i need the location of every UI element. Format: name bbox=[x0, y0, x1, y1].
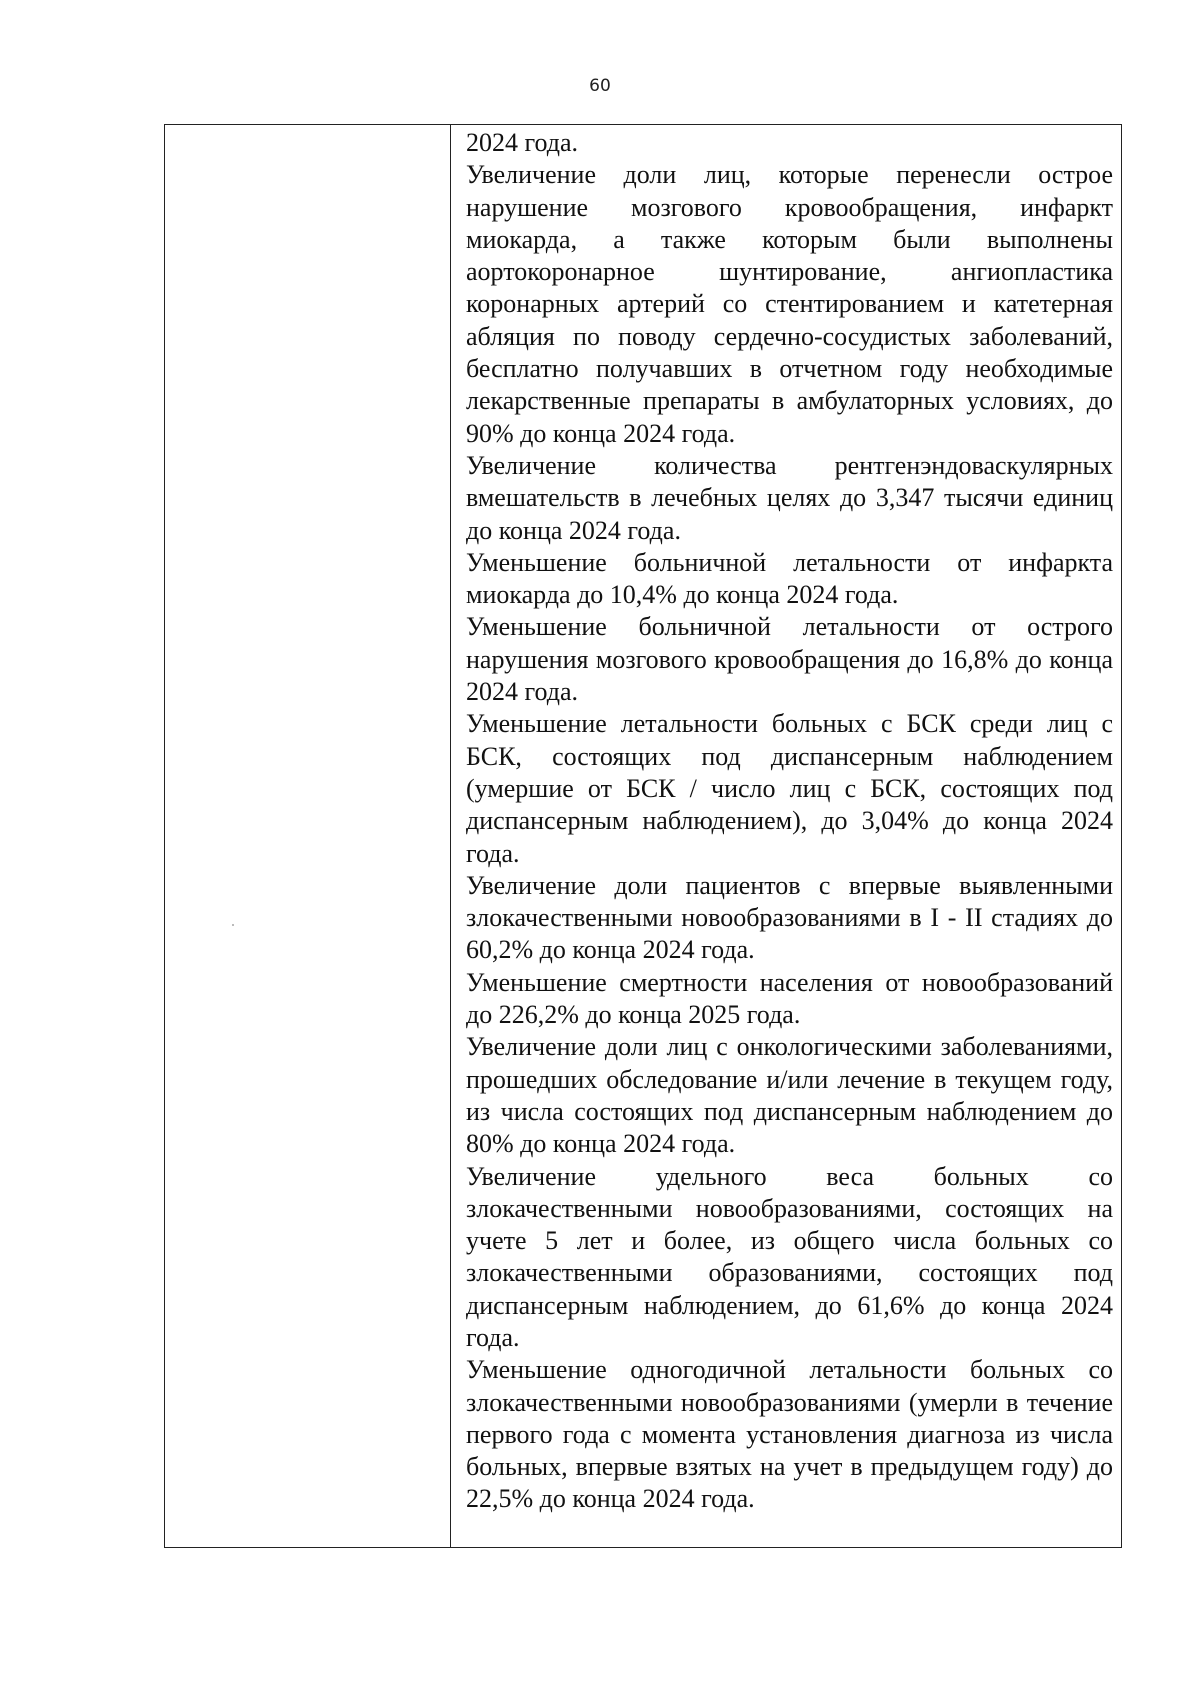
paragraph-neoplasm-mortality: Уменьшение смертности населения от новообразований до 226,2% до конца 2025 года. bbox=[466, 967, 1113, 1030]
paragraph-infarction-mortality: Уменьшение больничной летальности от инфаркта миокарда до 10,4% до конца 2024 года. bbox=[466, 547, 1113, 610]
page-number: 60 bbox=[589, 76, 611, 96]
paragraph-medication-share: Увеличение доли лиц, которые перенесли острое нарушение мозгового кровообращения, инфаркт миокарда, а также которым были выполнены аортокоронарное шунтирование, ангиопластика коронарных артерий со стентированием и катетерная абляция по поводу сердечно-сосудистых заболеваний, бесплатно получавших в отчетном году необходимые лекарственные препараты в амбулаторных условиях, до 90% до конца 2024 года. bbox=[466, 160, 1113, 448]
paragraph-continuation: 2024 года. bbox=[466, 128, 579, 157]
paragraph-one-year-mortality: Уменьшение одногодичной летальности больных со злокачественными новообразованиями (умерли в течение первого года с момента установления диагноза из числа больных, впервые взятых на учет в предыдущем году) до 22,5% до конца 2024 года. bbox=[466, 1355, 1113, 1514]
paragraph-endovascular-interventions: Увеличение количества рентгенэндоваскулярных вмешательств в лечебных целях до 3,347 тысячи единиц до конца 2024 года. bbox=[466, 450, 1113, 545]
paragraph-five-year-survival: Увеличение удельного веса больных со злокачественными новообразованиями, состоящих на учете 5 лет и более, из общего числа больных со злокачественными образованиями, состоящих под диспансерным наблюдением, до 61,6% до конца 2024 года. bbox=[466, 1161, 1113, 1352]
table-cell-left bbox=[165, 125, 451, 1547]
paragraph-stroke-mortality: Уменьшение больничной летальности от острого нарушения мозгового кровообращения до 16,8% до конца 2024 года. bbox=[466, 612, 1113, 707]
scan-speck bbox=[232, 924, 234, 926]
table-cell-right bbox=[452, 125, 1121, 1547]
paragraph-oncology-examination: Увеличение доли лиц с онкологическими заболеваниями, прошедших обследование и/или лечение в текущем году, из числа состоящих под диспансерным наблюдением до 80% до конца 2024 года. bbox=[466, 1032, 1113, 1159]
paragraph-early-stage-detection: Увеличение доли пациентов с впервые выявленными злокачественными новообразованиями в I - II стадиях до 60,2% до конца 2024 года. bbox=[466, 870, 1113, 965]
paragraph-bsk-mortality: Уменьшение летальности больных с БСК среди лиц с БСК, состоящих под диспансерным наблюдением (умершие от БСК / число лиц с БСК, состоящих под диспансерным наблюдением), до 3,04% до конца 2024 года. bbox=[466, 709, 1113, 868]
document-table bbox=[164, 124, 1122, 1548]
